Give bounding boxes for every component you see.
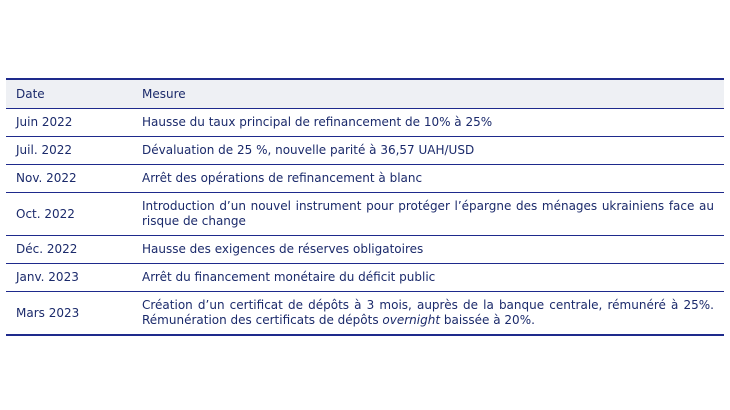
- header-date: Date: [16, 87, 45, 101]
- row-date: Juil. 2022: [16, 143, 72, 157]
- row-measure: [132, 292, 724, 336]
- row-measure: Hausse des exigences de réserves obligatoires: [142, 242, 424, 256]
- table-row: [6, 236, 724, 264]
- row-date: Oct. 2022: [16, 206, 75, 221]
- table-row: [6, 137, 724, 165]
- table-row: [6, 193, 724, 236]
- measure-line-2-emphasis: overnight: [382, 313, 441, 327]
- row-measure: Hausse du taux principal de refinancement de 10% à 25%: [142, 115, 493, 129]
- row-date: Juin 2022: [16, 115, 73, 129]
- table-row: [6, 264, 724, 292]
- table-row: [6, 109, 724, 137]
- row-measure: Arrêt des opérations de refinancement à blanc: [142, 171, 423, 185]
- row-date: Mars 2023: [16, 305, 80, 320]
- table-row: [6, 165, 724, 193]
- row-date: Janv. 2023: [16, 270, 79, 284]
- table-header: [6, 79, 724, 109]
- row-measure: Introduction d’un nouvel instrument pour protéger l’épargne des ménages ukrainiens face au risque de change: [142, 199, 714, 228]
- header-row: [6, 79, 724, 109]
- row-measure: Dévaluation de 25 %, nouvelle parité à 36,57 UAH/USD: [142, 143, 475, 157]
- measure-line-2-post: baissée à 20%.: [440, 313, 535, 327]
- row-date: Nov. 2022: [16, 171, 77, 185]
- measures-table: [6, 78, 724, 336]
- header-measure: Mesure: [142, 87, 186, 101]
- row-measure: Arrêt du financement monétaire du déficit public: [142, 270, 436, 284]
- table-body: [6, 109, 724, 336]
- measures-table-container: [6, 78, 724, 336]
- measure-line-2-pre: Rémunération des certificats de dépôts: [142, 313, 383, 327]
- measure-line-1: Création d’un certificat de dépôts à 3 mois, auprès de la banque centrale, rémunéré à 25%.: [142, 298, 714, 312]
- table-row: [6, 292, 724, 336]
- row-date: Déc. 2022: [16, 242, 78, 256]
